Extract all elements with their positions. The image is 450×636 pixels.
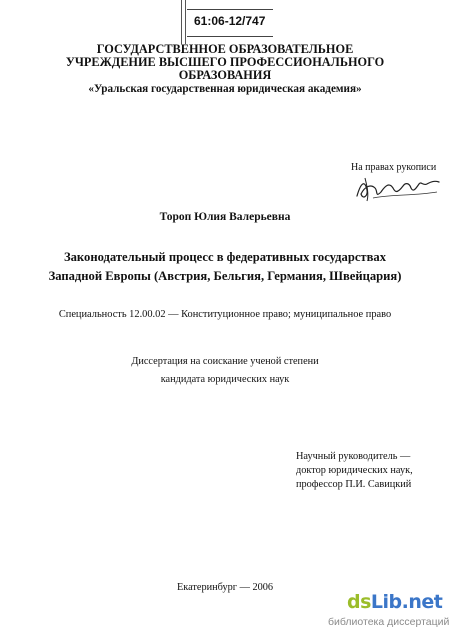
handwritten-signature [353, 176, 443, 202]
academy-name: «Уральская государственная юридическая академия» [88, 83, 362, 95]
institution-line-2: УЧРЕЖДЕНИЕ ВЫСШЕГО ПРОФЕССИОНАЛЬНОГО [65, 55, 385, 69]
supervisor-line-2: доктор юридических наук, [296, 465, 413, 476]
supervisor-line-1: Научный руководитель — [296, 451, 411, 462]
dslib-watermark[interactable] [326, 591, 448, 633]
city-year: Екатеринбург — 2006 [176, 582, 274, 593]
logo-part-ds: ds [347, 591, 371, 613]
degree-line-1: Диссертация на соискание ученой степени [131, 356, 319, 367]
degree-line-2: кандидата юридических наук [160, 374, 290, 385]
watermark-subtitle: библиотека диссертаций [328, 616, 450, 628]
dslib-logo [347, 591, 442, 613]
dissertation-title [0, 248, 450, 286]
degree-statement [0, 353, 450, 389]
title-line-1: Законодательный процесс в федеративных государствах [63, 250, 386, 264]
specialty-line: Специальность 12.00.02 — Конституционное право; муниципальное право [58, 309, 392, 320]
stamp-code: 61:06-12/747 [194, 14, 266, 28]
institution-line-3: ОБРАЗОВАНИЯ [178, 68, 272, 82]
institution-line-1: ГОСУДАРСТВЕННОЕ ОБРАЗОВАТЕЛЬНОЕ [96, 42, 354, 56]
author-name: Тороп Юлия Валерьевна [159, 211, 291, 223]
title-line-2: Западной Европы (Австрия, Бельгия, Германия, Швейцария) [48, 269, 402, 283]
supervisor-line-3: профессор П.И. Савицкий [296, 479, 412, 490]
institution-name [0, 43, 450, 82]
logo-part-lib: Lib.net [370, 591, 443, 613]
rights-note: На правах рукописи [351, 162, 437, 173]
supervisor-block [296, 450, 413, 492]
